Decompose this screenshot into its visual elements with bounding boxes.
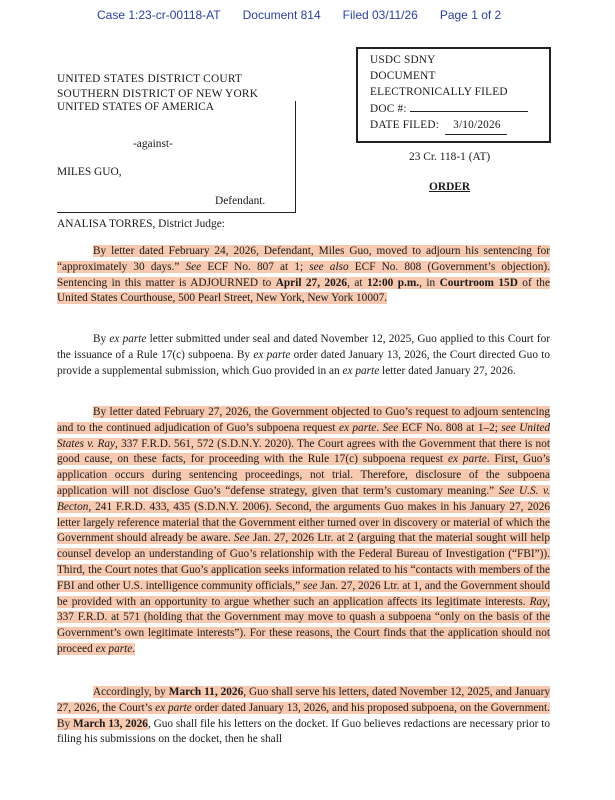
- highlighted-text: By letter dated February 27, 2026, the Government objected to Guo’s request to adjourn sentencing and to the continued adjudication of Guo’s subpoena request ex parte. See ECF No. 808 at 1–2; see United States v. Ray, 337 F.R.D. 561, 572 (S.D.N.Y. 2020). The Court agrees with the Government that there is not good cause, on these facts, for proceeding with the Rule 17(c) subpoena request ex parte. First, Guo’s application occurs during sentencing proceedings, not trial. Therefore, disclosure of the subpoena application will not disclose Guo’s “defense strategy, given that term’s customary meaning.” See U.S. v. Becton, 241 F.R.D. 433, 435 (S.D.N.Y. 2006). Second, the arguments Guo makes in his January 27, 2026 letter largely reference material that the Government either turned over in discovery or material of which the Government should already be aware. See Jan. 27, 2026 Ltr. at 2 (arguing that the material sought will help counsel develop an understanding of Guo’s relationship with the Federal Bureau of Investigation (“FBI”)). Third, the Court notes that Guo’s application seeks information related to his “contacts with members of the FBI and other U.S. intelligence community officials,” see Jan. 27, 2026 Ltr. at 1, and the Government should be provided with an opportunity to argue whether such an application affects its legitimate interests. Ray, 337 F.R.D. at 571 (holding that the Government may move to quash a subpoena “only on the basis of the Government’s own legitimate interests”). For these reasons, the Court finds that the application should not proceed ex parte.: [57, 406, 551, 655]
- filing-stamp: [356, 47, 551, 143]
- court-name: [57, 72, 258, 102]
- paragraph-ex-parte: By ex parte letter submitted under seal and dated November 12, 2025, Guo applied to this Court for the issuance of a Rule 17(c) subpoena. By ex parte order dated January 13, 2026, the Court directed Guo to provide a supplemental submission, which Guo provided in an ex parte letter dated January 27, 2026.: [57, 333, 551, 377]
- plaintiff: UNITED STATES OF AMERICA: [57, 101, 214, 113]
- filed-date: Filed 03/11/26: [342, 8, 418, 22]
- page-title: ORDER: [429, 181, 471, 193]
- court-district: SOUTHERN DISTRICT OF NEW YORK: [57, 88, 259, 100]
- stamp-doc-line: [370, 100, 549, 118]
- highlighted-text: Accordingly, by March 11, 2026, Guo shall serve his letters, dated November 12, 2025, and January 27, 2026, the Court’s ex parte order dated January 13, 2026, and his proposed subpoena, on the Government. By March 13, 2026: [57, 686, 550, 730]
- defendant-name: MILES GUO,: [57, 166, 122, 178]
- document-number: Document 814: [242, 8, 321, 22]
- judge-line: ANALISA TORRES, District Judge:: [57, 218, 225, 230]
- highlighted-text: By letter dated February 24, 2026, Defendant, Miles Guo, moved to adjourn his sentencing for “approximately 30 days.” See ECF No. 807 at 1; see also ECF No. 808 (Government’s objection). Sentencing in this matter is ADJOURNED to April 27, 2026, at 12:00 p.m., in Courtroom 15D of the United States Courthouse, 500 Pearl Street, New York, New York 10007.: [57, 245, 550, 305]
- paragraph-adjournment: [57, 244, 550, 307]
- case-caption: [57, 101, 296, 213]
- paragraph-accordingly: Accordingly, by March 11, 2026, Guo shall serve his letters, dated November 12, 2025, and January 27, 2026, the Court’s ex parte order dated January 13, 2026, and his proposed subpoena, on the Government. By March 13, 2026, Guo shall file his letters on the docket. If Guo believes redactions are necessary prior to filing his submissions on the docket, then he shall: [57, 686, 550, 746]
- paragraph-government-objection: [57, 405, 550, 658]
- stamp-date-value: 3/10/2026: [453, 119, 501, 132]
- stamp-line: DOCUMENT: [370, 69, 436, 82]
- stamp-doc-label: DOC #:: [370, 103, 407, 116]
- stamp-date-line: [370, 118, 549, 135]
- ecf-header: [97, 8, 615, 22]
- case-number: 23 Cr. 118-1 (AT): [409, 151, 491, 163]
- stamp-date-label: DATE FILED:: [370, 119, 440, 132]
- case-number-header: Case 1:23-cr-00118-AT: [97, 8, 221, 22]
- defendant-label: Defendant.: [215, 195, 266, 207]
- page-count: Page 1 of 2: [439, 8, 502, 22]
- court-line: UNITED STATES DISTRICT COURT: [57, 73, 243, 85]
- against: -against-: [133, 138, 173, 150]
- stamp-line: USDC SDNY: [370, 54, 436, 66]
- stamp-line: ELECTRONICALLY FILED: [370, 85, 508, 98]
